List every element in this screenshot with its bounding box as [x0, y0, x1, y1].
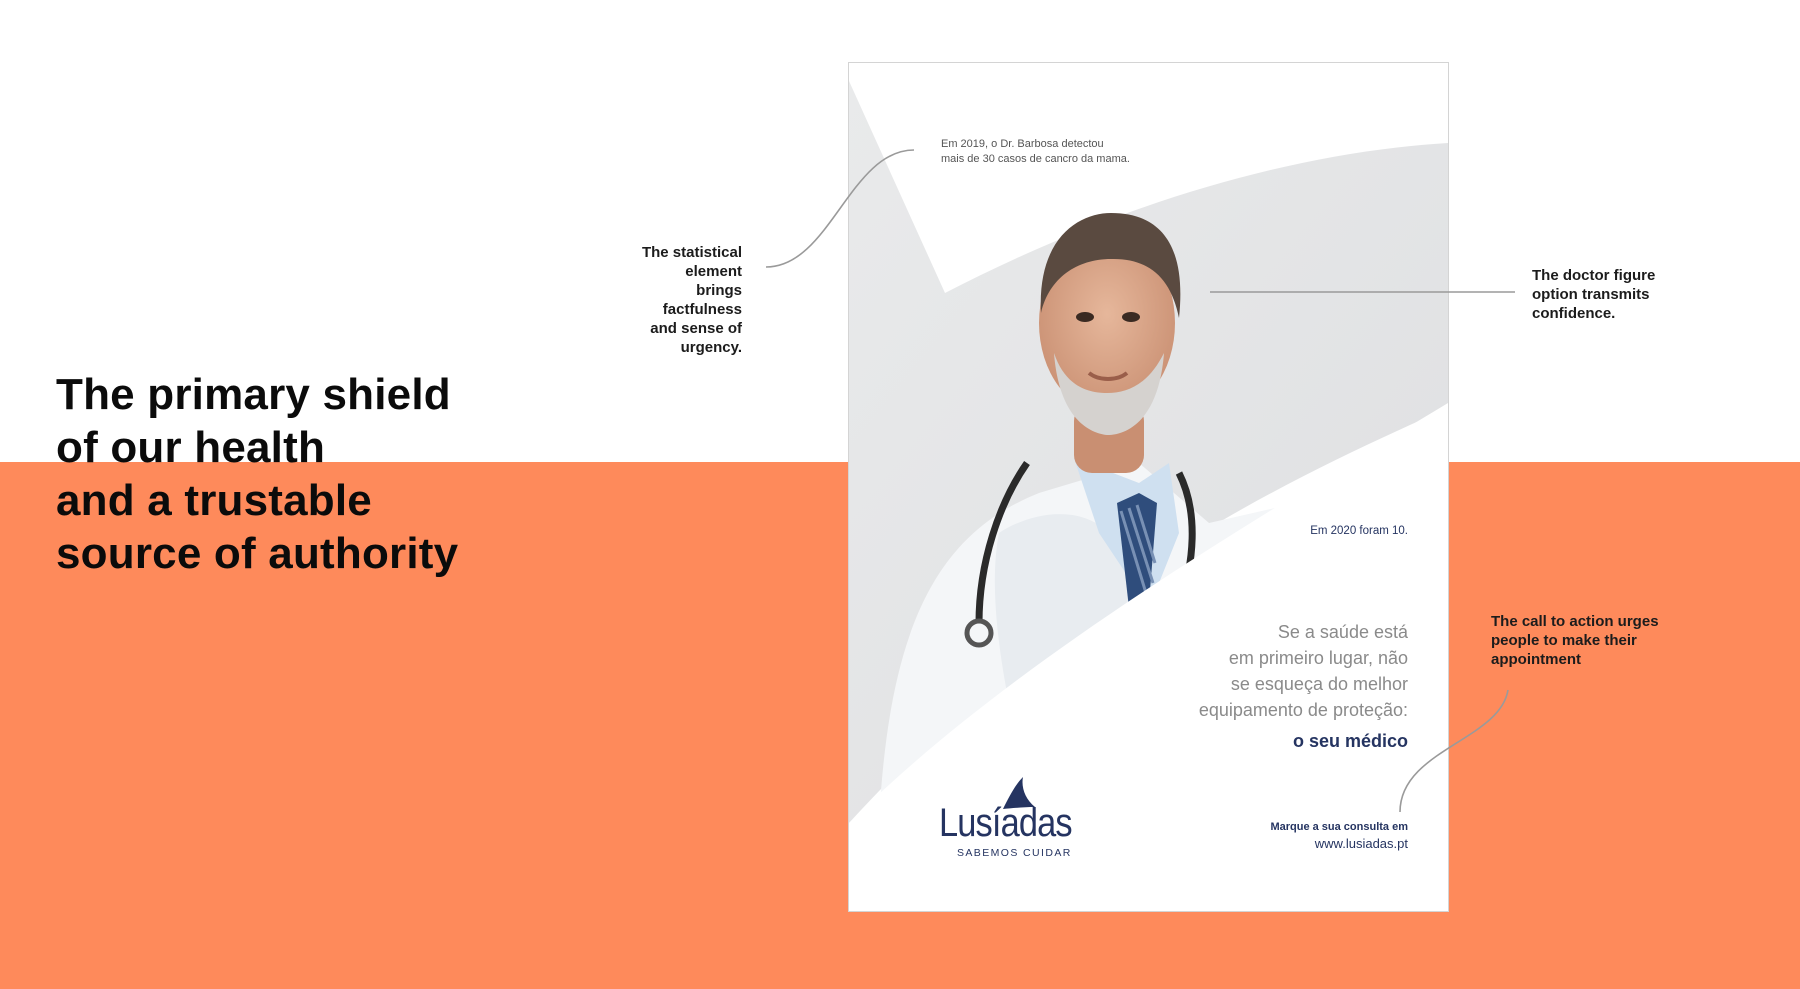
poster-body-line: equipamento de proteção:	[1198, 700, 1408, 720]
page-headline	[56, 368, 576, 580]
poster-stat-text	[941, 137, 1201, 167]
poster-body-line: se esqueça do melhor	[1230, 674, 1408, 694]
callout-line: element	[685, 263, 742, 280]
poster-body-line: Se a saúde está	[1277, 622, 1408, 642]
poster-booking-url: www.lusiadas.pt	[1314, 836, 1408, 851]
callout-line: option transmits	[1532, 286, 1650, 303]
callout-line: The statistical	[641, 244, 742, 261]
callout-doctor	[1532, 266, 1692, 323]
callout-line: urgency.	[680, 339, 742, 356]
headline-line: The primary shield	[56, 370, 451, 419]
headline-line: source of authority	[56, 529, 459, 578]
logo-wordmark: Lusíadas	[939, 801, 1072, 845]
poster-cta-text: o seu médico	[1292, 731, 1408, 751]
callout-call-to-action	[1491, 612, 1691, 669]
callout-line: confidence.	[1532, 305, 1616, 322]
callout-line: brings	[696, 282, 742, 299]
poster-body-text	[1108, 619, 1408, 723]
poster-stat-line: mais de 30 casos de cancro da mama.	[941, 153, 1130, 165]
callout-line: The doctor figure	[1532, 267, 1656, 284]
headline-line: and a trustable	[56, 476, 372, 525]
logo-tagline: SABEMOS CUIDAR	[957, 847, 1072, 859]
callout-line: people to make their	[1491, 632, 1637, 649]
headline-line: of our health	[56, 423, 326, 472]
lusiadas-logo	[939, 783, 1089, 863]
poster	[848, 62, 1449, 912]
callout-line: appointment	[1491, 651, 1581, 668]
poster-year-text: Em 2020 foram 10.	[1310, 525, 1408, 537]
callout-line: factfulness	[662, 301, 742, 318]
callout-line: The call to action urges	[1491, 613, 1659, 630]
poster-body-line: em primeiro lugar, não	[1228, 648, 1408, 668]
callout-line: and sense of	[650, 320, 742, 337]
poster-booking-label: Marque a sua consulta em	[1270, 821, 1408, 833]
callout-statistical	[600, 243, 742, 357]
poster-booking	[1270, 821, 1408, 851]
poster-stat-line: Em 2019, o Dr. Barbosa detectou	[941, 138, 1104, 150]
